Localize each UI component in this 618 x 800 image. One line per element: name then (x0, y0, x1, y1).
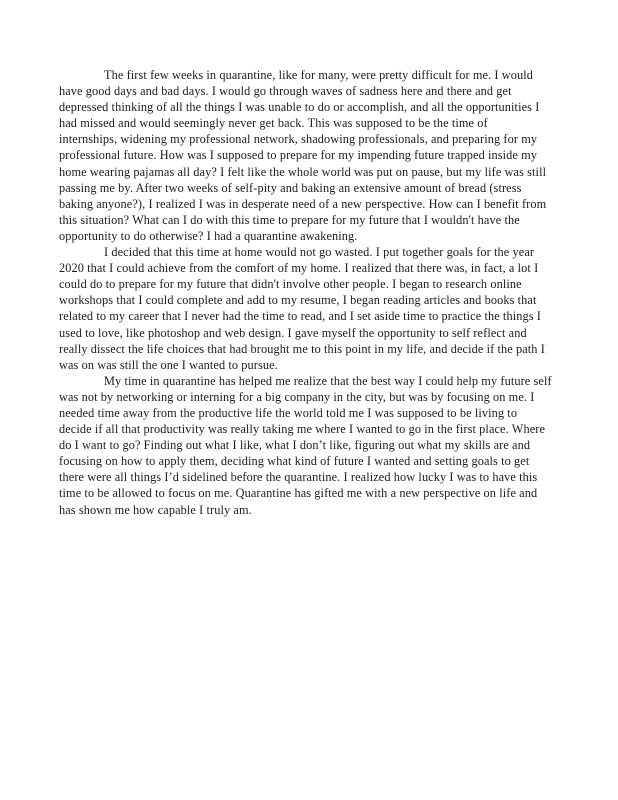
text-line: has shown me how capable I truly am. (59, 502, 252, 517)
text-line: 2020 that I could achieve from the comfort of my home. I realized that there was, in fact, a lot I (59, 261, 539, 276)
paragraph (59, 67, 555, 244)
text-line: was not by networking or interning for a big company in the city, but was by focusing on me. I (59, 389, 535, 404)
text-line: do I want to go? Finding out what I like, what I don’t like, figuring out what my skills are and (59, 438, 531, 453)
text-line: workshops that I could complete and add to my resume, I began reading articles and books that (59, 293, 537, 308)
text-line: home wearing pajamas all day? I felt like the whole world was put on pause, but my life was still (59, 164, 547, 179)
text-line: My time in quarantine has helped me realize that the best way I could help my future self (104, 373, 552, 388)
text-line: was on was still the one I wanted to pursue. (59, 357, 278, 372)
text-line: passing me by. After two weeks of self-pity and baking an extensive amount of bread (stress (59, 180, 522, 195)
text-line: this situation? What can I do with this time to prepare for my future that I wouldn't have the (59, 212, 520, 227)
text-line: depressed thinking of all the things I was unable to do or accomplish, and all the opportunities I (59, 100, 540, 115)
text-line: baking anyone?), I realized I was in desperate need of a new perspective. How can I benefit from (59, 196, 547, 211)
paragraph (59, 244, 555, 373)
text-line: internships, widening my professional network, shadowing professionals, and preparing for my (59, 132, 538, 147)
text-line: decide if all that productivity was really taking me where I wanted to go in the first place. Where (59, 422, 546, 437)
essay-text (59, 67, 555, 518)
text-line: needed time away from the productive life the world told me I was supposed to be living to (59, 405, 518, 420)
text-line: used to love, like photoshop and web design. I gave myself the opportunity to self reflect and (59, 325, 527, 340)
text-line: opportunity to do otherwise? I had a quarantine awakening. (59, 228, 358, 243)
text-line: there were all things I’d sidelined before the quarantine. I realized how lucky I was to have this (59, 470, 538, 485)
text-line: could do to prepare for my future that didn't involve other people. I began to research online (59, 277, 522, 292)
text-line: really dissect the life choices that had brought me to this point in my life, and decide if the path I (59, 341, 545, 356)
text-line: professional future. How was I supposed to prepare for my impending future trapped inside my (59, 148, 538, 163)
text-line: focusing on how to apply them, deciding what kind of future I wanted and setting goals to get (59, 454, 530, 469)
text-line: time to be allowed to focus on me. Quarantine has gifted me with a new perspective on life and (59, 486, 538, 501)
text-line: The first few weeks in quarantine, like for many, were pretty difficult for me. I would (104, 68, 534, 82)
text-line: had missed and would seemingly never get back. This was supposed to be the time of (59, 116, 488, 131)
text-line: I decided that this time at home would not go wasted. I put together goals for the year (104, 245, 535, 260)
paragraph (59, 373, 555, 518)
text-line: related to my career that I never had the time to read, and I set aside time to practice the things I (59, 309, 541, 324)
text-line: have good days and bad days. I would go through waves of sadness here and there and get (59, 84, 512, 99)
